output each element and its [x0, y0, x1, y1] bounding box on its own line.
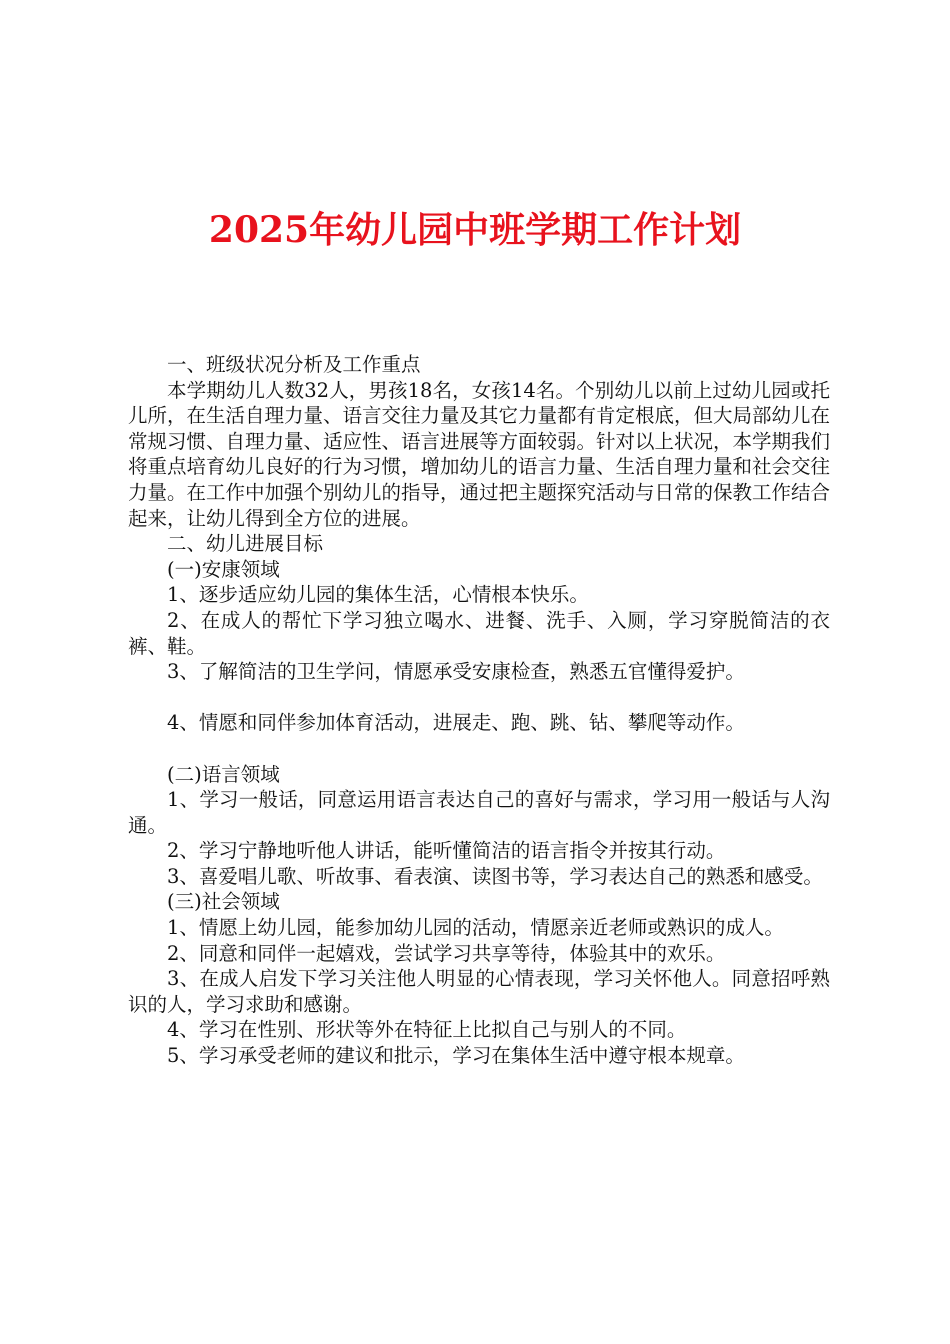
- subsection-heading-language: (二)语言领域: [167, 762, 280, 786]
- list-item: 1、情愿上幼儿园，能参加幼儿园的活动，情愿亲近老师或熟识的成人。: [167, 916, 784, 940]
- section-heading-2: 二、幼儿进展目标: [167, 532, 324, 556]
- list-item: 4、情愿和同伴参加体育活动，进展走、跑、跳、钻、攀爬等动作。: [167, 711, 745, 735]
- list-item: 4、学习在性别、形状等外在特征上比拟自己与别人的不同。: [167, 1018, 687, 1042]
- list-item: 3、了解简洁的卫生学问，情愿承受安康检查，熟悉五官懂得爱护。: [167, 660, 745, 684]
- section-heading-1: 一、班级状况分析及工作重点: [167, 353, 421, 376]
- list-item: 3、喜爱唱儿歌、听故事、看表演、读图书等，学习表达自己的熟悉和感受。: [167, 864, 823, 888]
- list-item: 1、学习一般话，同意运用语言表达自己的喜好与需求，学习用一般话与人沟通。: [128, 788, 830, 837]
- document-body: [128, 352, 830, 1069]
- list-item: 2、同意和同伴一起嬉戏，尝试学习共享等待，体验其中的欢乐。: [167, 941, 726, 965]
- subsection-heading-social: (三)社会领域: [167, 890, 280, 914]
- list-item: 3、在成人启发下学习关注他人明显的心情表现，学习关怀他人。同意招呼熟识的人，学习求助和感谢。: [128, 967, 830, 1016]
- spacer: [128, 685, 830, 711]
- list-item: 5、学习承受老师的建议和批示，学习在集体生活中遵守根本规章。: [167, 1044, 745, 1068]
- list-item: 2、在成人的帮忙下学习独立喝水、进餐、洗手、入厕，学习穿脱简洁的衣裤、鞋。: [128, 608, 830, 658]
- paragraph-class-situation: 本学期幼儿人数32人，男孩18名，女孩14名。个别幼儿以前上过幼儿园或托儿所，在生活自理力量、语言交往力量及其它力量都有肯定根底，但大局部幼儿在常规习惯、自理力量、适应性、语言进展等方面较弱。针对以上状况，本学期我们将重点培育幼儿良好的行为习惯，增加幼儿的语言力量、生活自理力量和社会交往力量。在工作中加强个别幼儿的指导，通过把主题探究活动与日常的保教工作结合起来，让幼儿得到全方位的进展。: [128, 378, 831, 530]
- list-item: 2、学习宁静地听他人讲话，能听懂简洁的语言指令并按其行动。: [167, 839, 726, 863]
- document-title: 2025年幼儿园中班学期工作计划: [208, 209, 742, 251]
- subsection-heading-health: (一)安康领域: [167, 557, 280, 581]
- spacer: [128, 736, 830, 762]
- list-item: 1、逐步适应幼儿园的集体生活，心情根本快乐。: [167, 583, 589, 607]
